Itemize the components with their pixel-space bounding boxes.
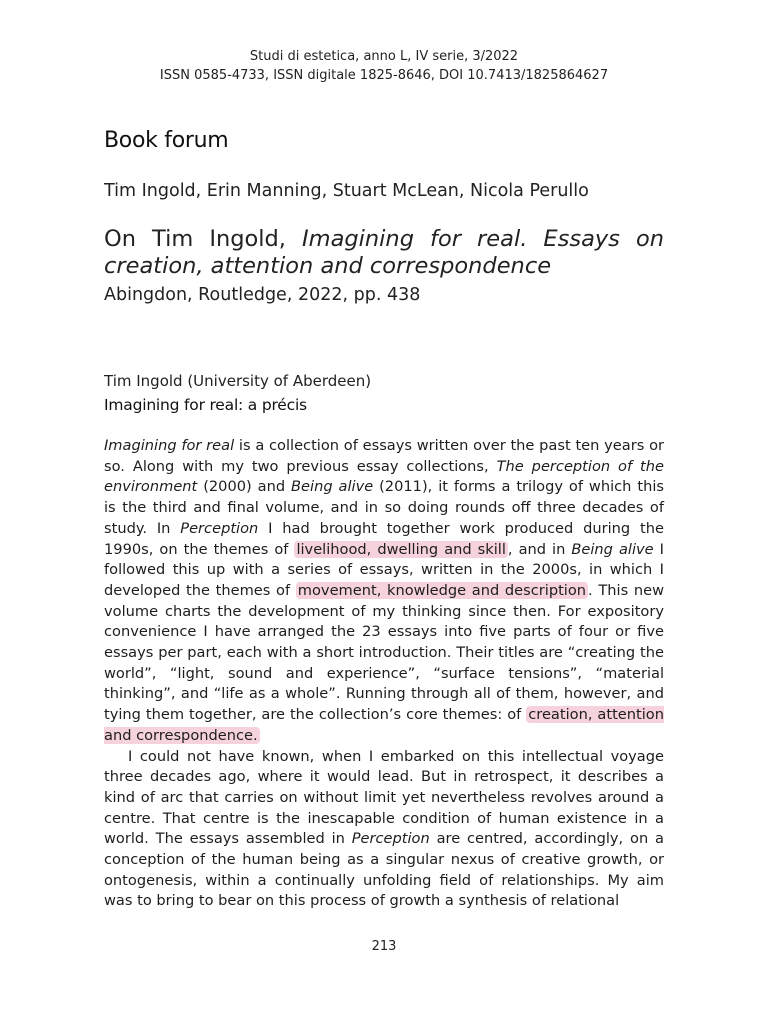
text-run: I had brought together work produced during the 1990s, on the themes of [104, 519, 664, 558]
journal-header [0, 47, 768, 85]
italic-title: Perception [180, 519, 259, 537]
paragraph-2 [104, 747, 664, 913]
highlight: movement, knowledge and description [297, 581, 587, 599]
italic-title: The perception of the environment [104, 457, 665, 496]
book-title-prefix: On Tim Ingold, [104, 226, 303, 252]
text-run: are centred, accordingly, on a conception of the human being as a singular nexus of creative growth, or ontogenesis, within a continually unfolding field of relationships. My aim was to bring to bear on this process of growth a synthesis of relational [104, 830, 664, 910]
text-run: I followed this up with a series of essays, written in the 2000s, in which I developed the themes of [104, 540, 664, 599]
page-number: 213 [371, 939, 397, 954]
italic-title: Perception [351, 830, 430, 848]
journal-citation: Studi di estetica, anno L, IV serie, 3/2022 [249, 49, 519, 64]
text-run: . This new volume charts the development of my thinking since then. For expository convenience I have arranged the 23 essays into five parts of four or five essays per part, each with a short introduction. Their titles are “creating the world”, “light, sound and experience”, “surface tensions”, “material thinking”, and “life as a whole”. Running through all of them, however, and tying them together, are the collection’s core themes: of [104, 581, 665, 724]
text-run: (2011), it forms a trilogy of which this is the third and final volume, and in so doing rounds off three decades of study. In [104, 478, 664, 537]
section-title: Book forum [104, 128, 229, 153]
highlight: creation, attention and correspondence. [104, 706, 664, 744]
essay-title: Imagining for real: a précis [104, 396, 307, 414]
body-text [104, 436, 664, 912]
essay-author-affiliation: Tim Ingold (University of Aberdeen) [104, 372, 372, 390]
book-title [104, 226, 664, 280]
italic-title: Imagining for real [104, 437, 235, 454]
publication-details: Abingdon, Routledge, 2022, pp. 438 [104, 285, 421, 305]
book-title-italic: Imagining for real. Essays on creation, attention and correspondence [104, 226, 664, 279]
text-run: is a collection of essays written over the past ten years or so. Along with my two previous essay collections, [104, 437, 664, 475]
paragraph-1 [104, 436, 664, 747]
forum-authors: Tim Ingold, Erin Manning, Stuart McLean, Nicola Perullo [104, 181, 589, 201]
italic-title: Being alive [291, 478, 374, 496]
text-run: (2000) and [197, 478, 292, 496]
text-run: , and in [507, 540, 572, 558]
highlight: livelihood, dwelling and skill [296, 540, 506, 558]
text-run: I could not have known, when I embarked on this intellectual voyage three decades ago, where it would lead. But in retrospect, it describes a kind of arc that carries on without limit yet nevertheless revolves around a centre. That centre is the inescapable condition of human existence in a world. The essays assembled in [104, 747, 664, 848]
italic-title: Being alive [571, 540, 654, 558]
journal-issn-doi: ISSN 0585-4733, ISSN digitale 1825-8646, DOI 10.7413/1825864627 [159, 68, 609, 83]
